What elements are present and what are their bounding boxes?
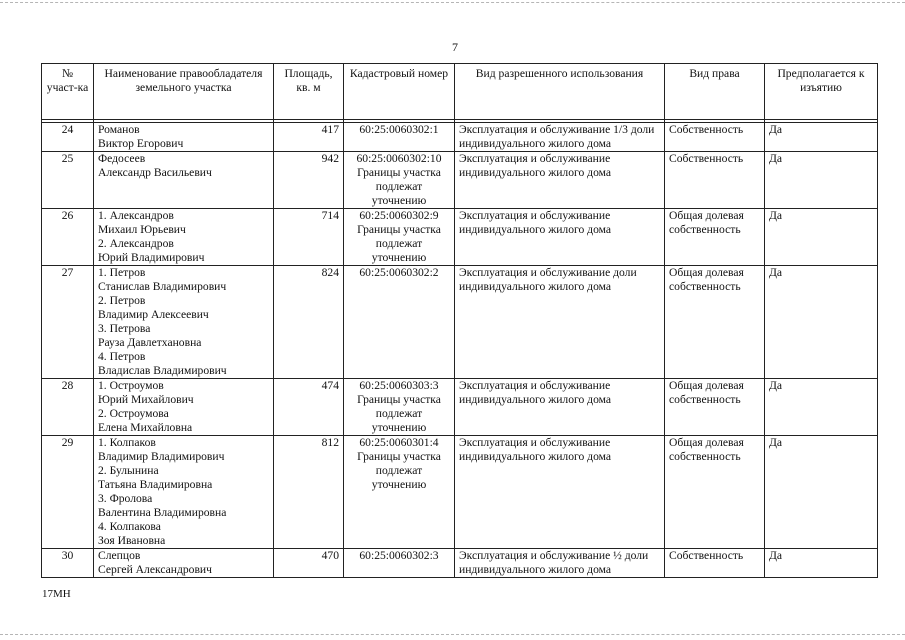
owner-name-line: Юрий Михайлович	[98, 393, 194, 406]
cell-plot-number: 25	[42, 152, 94, 209]
cell-owner	[94, 436, 274, 549]
cell-area: 714	[274, 209, 344, 266]
cell-owner	[94, 123, 274, 152]
cell-cadastral-number: 60:25:0060302:3	[344, 549, 455, 578]
header-plot-number: № участ-ка	[42, 64, 94, 120]
owner-name-line: 1. Колпаков	[98, 436, 156, 449]
cell-area: 470	[274, 549, 344, 578]
owner-name-line: Виктор Егорович	[98, 137, 184, 150]
cell-area: 474	[274, 379, 344, 436]
cell-seizure: Да	[765, 549, 878, 578]
owner-name-line: Владислав Владимирович	[98, 364, 227, 377]
table-body	[42, 123, 878, 578]
cell-right-type: Общая долевая собственность	[665, 436, 765, 549]
cell-owner	[94, 549, 274, 578]
owner-name-line: Станислав Владимирович	[98, 280, 227, 293]
table-row	[42, 436, 878, 549]
cell-plot-number: 30	[42, 549, 94, 578]
table-row	[42, 123, 878, 152]
cell-cadastral-number: 60:25:0060302:9 Границы участка подлежат уточнению	[344, 209, 455, 266]
cell-cadastral-number: 60:25:0060301:4 Границы участка подлежат уточнению	[344, 436, 455, 549]
owner-name-line: Михаил Юрьевич	[98, 223, 186, 236]
owner-name-line: 3. Фролова	[98, 492, 153, 505]
cell-right-type: Собственность	[665, 152, 765, 209]
scan-edge-bottom	[0, 634, 905, 635]
cell-right-type: Общая долевая собственность	[665, 266, 765, 379]
owner-name-line: 3. Петрова	[98, 322, 151, 335]
owner-name-line: Татьяна Владимировна	[98, 478, 213, 491]
owner-name-line: 2. Александров	[98, 237, 174, 250]
cell-owner	[94, 379, 274, 436]
owner-name-line: 1. Остроумов	[98, 379, 164, 392]
owner-name-line: Зоя Ивановна	[98, 534, 166, 547]
table-row	[42, 152, 878, 209]
cell-right-type: Собственность	[665, 123, 765, 152]
header-area: Площадь, кв. м	[274, 64, 344, 120]
cell-permitted-use: Эксплуатация и обслуживание доли индивидуального жилого дома	[455, 266, 665, 379]
cell-plot-number: 27	[42, 266, 94, 379]
scan-edge-top	[0, 2, 905, 3]
header-seizure: Предполагается к изъятию	[765, 64, 878, 120]
table-row	[42, 379, 878, 436]
owner-name-line: Романов	[98, 123, 140, 136]
land-plots-table	[41, 63, 878, 578]
cell-seizure: Да	[765, 379, 878, 436]
owner-name-line: Сергей Александрович	[98, 563, 212, 576]
cell-area: 942	[274, 152, 344, 209]
cell-seizure: Да	[765, 123, 878, 152]
cell-plot-number: 28	[42, 379, 94, 436]
table-row	[42, 266, 878, 379]
cell-plot-number: 29	[42, 436, 94, 549]
cell-permitted-use: Эксплуатация и обслуживание ½ доли индивидуального жилого дома	[455, 549, 665, 578]
owner-name-line: 1. Петров	[98, 266, 146, 279]
owner-name-line: 1. Александров	[98, 209, 174, 222]
owner-name-line: Елена Михайловна	[98, 421, 193, 434]
cell-permitted-use: Эксплуатация и обслуживание 1/3 доли индивидуального жилого дома	[455, 123, 665, 152]
owner-name-line: 2. Булынина	[98, 464, 159, 477]
owner-name-line: Слепцов	[98, 549, 141, 562]
cell-cadastral-number: 60:25:0060302:1	[344, 123, 455, 152]
owner-name-line: Валентина Владимировна	[98, 506, 227, 519]
cell-owner	[94, 266, 274, 379]
owner-name-line: 2. Остроумова	[98, 407, 169, 420]
owner-name-line: Александр Васильевич	[98, 166, 212, 179]
cell-permitted-use: Эксплуатация и обслуживание индивидуального жилого дома	[455, 152, 665, 209]
page-number: 7	[452, 40, 458, 54]
cell-owner	[94, 152, 274, 209]
cell-permitted-use: Эксплуатация и обслуживание индивидуального жилого дома	[455, 436, 665, 549]
footer-code: 17МН	[42, 588, 71, 600]
header-owner: Наименование правообладателя земельного участка	[94, 64, 274, 120]
cell-seizure: Да	[765, 436, 878, 549]
table-row	[42, 209, 878, 266]
cell-plot-number: 24	[42, 123, 94, 152]
cell-permitted-use: Эксплуатация и обслуживание индивидуального жилого дома	[455, 209, 665, 266]
owner-name-line: Федосеев	[98, 152, 146, 165]
table-header-row	[42, 64, 878, 120]
table-row	[42, 549, 878, 578]
cell-right-type: Собственность	[665, 549, 765, 578]
header-right-type: Вид права	[665, 64, 765, 120]
cell-seizure: Да	[765, 266, 878, 379]
cell-cadastral-number: 60:25:0060302:2	[344, 266, 455, 379]
cell-right-type: Общая долевая собственность	[665, 209, 765, 266]
cell-area: 417	[274, 123, 344, 152]
cell-owner	[94, 209, 274, 266]
cell-right-type: Общая долевая собственность	[665, 379, 765, 436]
cell-area: 824	[274, 266, 344, 379]
cell-permitted-use: Эксплуатация и обслуживание индивидуального жилого дома	[455, 379, 665, 436]
cell-plot-number: 26	[42, 209, 94, 266]
owner-name-line: 4. Петров	[98, 350, 146, 363]
owner-name-line: Владимир Владимирович	[98, 450, 225, 463]
owner-name-line: 4. Колпакова	[98, 520, 161, 533]
cell-seizure: Да	[765, 209, 878, 266]
owner-name-line: Юрий Владимирович	[98, 251, 205, 264]
owner-name-line: Владимир Алексеевич	[98, 308, 209, 321]
cell-seizure: Да	[765, 152, 878, 209]
cell-area: 812	[274, 436, 344, 549]
owner-name-line: Рауза Давлетхановна	[98, 336, 202, 349]
header-permitted-use: Вид разрешенного использования	[455, 64, 665, 120]
owner-name-line: 2. Петров	[98, 294, 146, 307]
header-cadastral-number: Кадастровый номер	[344, 64, 455, 120]
cell-cadastral-number: 60:25:0060302:10 Границы участка подлежат уточнению	[344, 152, 455, 209]
cell-cadastral-number: 60:25:0060303:3 Границы участка подлежат уточнению	[344, 379, 455, 436]
